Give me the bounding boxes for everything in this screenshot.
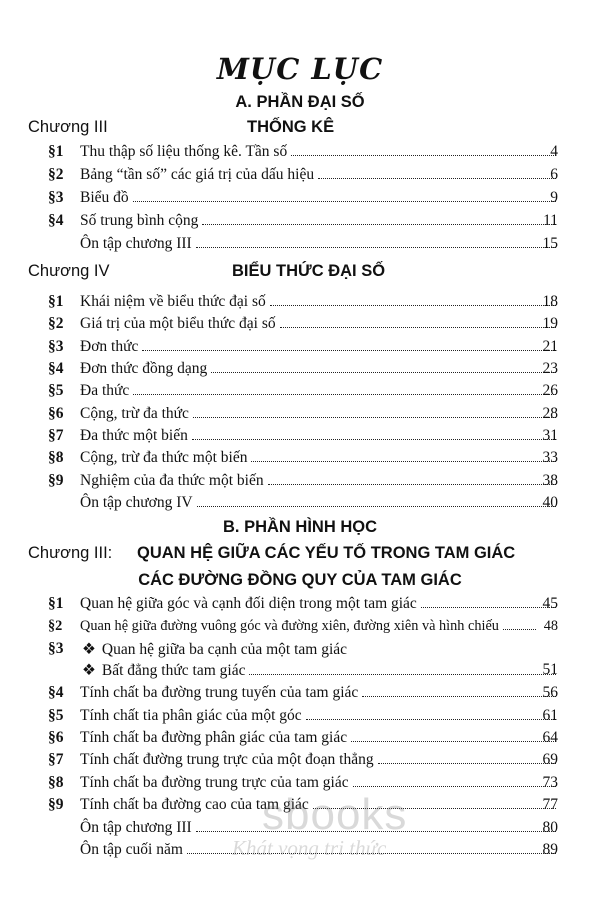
dot-leader xyxy=(351,741,556,742)
dot-leader xyxy=(503,629,536,630)
toc-row[interactable] xyxy=(0,449,600,469)
diamond-bullet-icon: ❖ xyxy=(82,641,96,658)
dot-leader xyxy=(202,224,556,225)
section-number: §3 xyxy=(48,189,64,206)
toc-entry-text: Biểu đồ xyxy=(80,189,129,206)
toc-entry-text: Đa thức một biến xyxy=(80,427,188,444)
toc-entry-text: Đa thức xyxy=(80,382,130,399)
dot-leader xyxy=(291,155,556,156)
section-number: §1 xyxy=(48,595,64,612)
section-number: §1 xyxy=(48,293,64,310)
toc-row[interactable] xyxy=(0,595,600,615)
chapter-4-title: BIỂU THỨC ĐẠI SỐ xyxy=(232,262,386,280)
page-number: 31 xyxy=(542,427,558,444)
section-number: §7 xyxy=(48,427,64,444)
page-number: 61 xyxy=(542,707,558,724)
page-number: 18 xyxy=(542,293,558,310)
toc-entry-text: Thu thập số liệu thống kê. Tần số xyxy=(80,143,288,160)
page-number: 21 xyxy=(542,338,558,355)
toc-entry-text: Đơn thức đồng dạng xyxy=(80,360,208,377)
page-number: 56 xyxy=(542,684,558,701)
geometry-chapter-title-2: CÁC ĐƯỜNG ĐỒNG QUY CỦA TAM GIÁC xyxy=(138,571,462,589)
toc-entry-text: Giá trị của một biểu thức đại số xyxy=(80,315,276,332)
dot-leader xyxy=(133,394,556,395)
toc-row[interactable] xyxy=(0,143,600,163)
page-number: 80 xyxy=(542,819,558,836)
toc-entry-text: Tính chất ba đường trung trực của tam giác xyxy=(80,774,349,791)
toc-entry-text: Ôn tập cuối năm xyxy=(80,841,183,858)
toc-row[interactable] xyxy=(0,751,600,771)
chapter-4-label: Chương IV xyxy=(28,262,110,280)
page-number: 9 xyxy=(550,189,558,206)
section-number: §3 xyxy=(48,640,64,657)
toc-row[interactable] xyxy=(0,293,600,313)
toc-row[interactable] xyxy=(0,338,600,358)
section-number: §5 xyxy=(48,382,64,399)
page-number: 64 xyxy=(542,729,558,746)
section-number: §8 xyxy=(48,449,64,466)
page-number: 48 xyxy=(543,618,558,634)
toc-entry-text: Ôn tập chương III xyxy=(80,235,192,252)
diamond-bullet-icon: ❖ xyxy=(82,662,96,679)
toc-entry-text: Cộng, trừ đa thức xyxy=(80,405,189,422)
toc-row[interactable] xyxy=(0,382,600,402)
toc-row[interactable] xyxy=(0,494,600,514)
section-number: §4 xyxy=(48,684,64,701)
page-number: 23 xyxy=(542,360,558,377)
toc-entry-text: Tính chất tia phân giác của một góc xyxy=(80,707,302,724)
dot-leader xyxy=(378,763,556,764)
toc-entry-text: Nghiệm của đa thức một biến xyxy=(80,472,264,489)
geometry-chapter-title-1: QUAN HỆ GIỮA CÁC YẾU TỐ TRONG TAM GIÁC xyxy=(137,544,516,562)
page-number: 38 xyxy=(542,472,558,489)
toc-row[interactable] xyxy=(0,189,600,209)
dot-leader xyxy=(268,484,556,485)
toc-row[interactable] xyxy=(0,427,600,447)
toc-row[interactable] xyxy=(0,618,600,638)
section-number: §7 xyxy=(48,751,64,768)
page-number: 40 xyxy=(542,494,558,511)
chapter-3-title: THỐNG KÊ xyxy=(247,118,335,136)
section-number: §4 xyxy=(48,212,64,229)
toc-row[interactable] xyxy=(0,405,600,425)
page-number: 89 xyxy=(542,841,558,858)
page-number: 26 xyxy=(542,382,558,399)
toc-entry-text: Tính chất ba đường trung tuyến của tam giác xyxy=(80,684,359,701)
page-number: 73 xyxy=(542,774,558,791)
toc-row[interactable] xyxy=(0,684,600,704)
dot-leader xyxy=(192,439,556,440)
toc-entry-text: Ôn tập chương III xyxy=(80,819,192,836)
toc-entry-text: Đơn thức xyxy=(80,338,139,355)
page-number: 33 xyxy=(542,449,558,466)
page-number: 51 xyxy=(542,661,558,678)
page-number: 19 xyxy=(542,315,558,332)
dot-leader xyxy=(251,461,556,462)
geometry-chapter-label: Chương III: xyxy=(28,544,113,562)
toc-row[interactable] xyxy=(0,729,600,749)
section-number: §9 xyxy=(48,472,64,489)
dot-leader xyxy=(280,327,556,328)
dot-leader xyxy=(197,506,556,507)
section-number: §6 xyxy=(48,405,64,422)
dot-leader xyxy=(362,696,556,697)
toc-row[interactable] xyxy=(0,212,600,232)
section-number: §4 xyxy=(48,360,64,377)
dot-leader xyxy=(249,674,556,675)
section-number: §2 xyxy=(48,315,64,332)
toc-row[interactable] xyxy=(0,707,600,727)
toc-entry-text: Số trung bình cộng xyxy=(80,212,199,229)
toc-entry-text: Quan hệ giữa ba cạnh của một tam giác xyxy=(101,641,348,658)
part-b-heading: B. PHẦN HÌNH HỌC xyxy=(222,518,377,536)
page-number: 45 xyxy=(542,595,558,612)
dot-leader xyxy=(353,786,556,787)
section-number: §1 xyxy=(48,143,64,160)
section-number: §9 xyxy=(48,796,64,813)
toc-entry-text: Tính chất ba đường phân giác của tam giác xyxy=(80,729,348,746)
page-number: 4 xyxy=(550,143,558,160)
dot-leader xyxy=(211,372,556,373)
section-number: §2 xyxy=(48,166,64,183)
section-number: §3 xyxy=(48,338,64,355)
dot-leader xyxy=(193,417,556,418)
page-number: 6 xyxy=(550,166,558,183)
toc-entry-text: Bảng “tần số” các giá trị của dấu hiệu xyxy=(80,166,315,183)
section-number: §6 xyxy=(48,729,64,746)
toc-entry-text: Tính chất ba đường cao của tam giác xyxy=(80,796,309,813)
toc-row[interactable] xyxy=(0,315,600,335)
part-a-heading: A. PHẦN ĐẠI SỐ xyxy=(235,93,365,111)
page-number: 28 xyxy=(542,405,558,422)
toc-entry-text: Ôn tập chương IV xyxy=(80,494,193,511)
page-title: MỤC LỤC xyxy=(216,52,384,86)
toc-row[interactable] xyxy=(0,640,600,660)
toc-entry-text: Khái niệm về biểu thức đại số xyxy=(80,293,266,310)
watermark-slogan: Khát vọng tri thức xyxy=(232,836,387,860)
chapter-3-label: Chương III xyxy=(28,118,108,136)
toc-entry-text: Bất đẳng thức tam giác xyxy=(101,662,246,679)
page-number: 69 xyxy=(542,751,558,768)
dot-leader xyxy=(318,178,556,179)
toc-entry-text: Quan hệ giữa góc và cạnh đối diện trong một tam giác xyxy=(80,595,417,612)
toc-entry-text: Tính chất đường trung trực của một đoạn thẳng xyxy=(80,751,374,768)
dot-leader xyxy=(306,719,556,720)
toc-row[interactable] xyxy=(0,235,600,255)
dot-leader xyxy=(421,607,556,608)
dot-leader xyxy=(133,201,556,202)
watermark-brand: sbooks xyxy=(262,790,408,839)
page-number: 15 xyxy=(542,235,558,252)
page-number: 11 xyxy=(543,212,558,229)
section-number: §2 xyxy=(48,618,63,634)
toc-entry-text: Quan hệ giữa đường vuông góc và đường xiên, đường xiên và hình chiếu xyxy=(80,618,499,634)
dot-leader xyxy=(196,247,556,248)
toc-entry-text: Cộng, trừ đa thức một biến xyxy=(80,449,248,466)
dot-leader xyxy=(270,305,556,306)
dot-leader xyxy=(142,350,556,351)
section-number: §8 xyxy=(48,774,64,791)
toc-row[interactable] xyxy=(0,472,600,492)
section-number: §5 xyxy=(48,707,64,724)
page-number: 77 xyxy=(542,796,558,813)
toc-row[interactable] xyxy=(0,661,600,681)
toc-row[interactable] xyxy=(0,360,600,380)
toc-row[interactable] xyxy=(0,166,600,186)
